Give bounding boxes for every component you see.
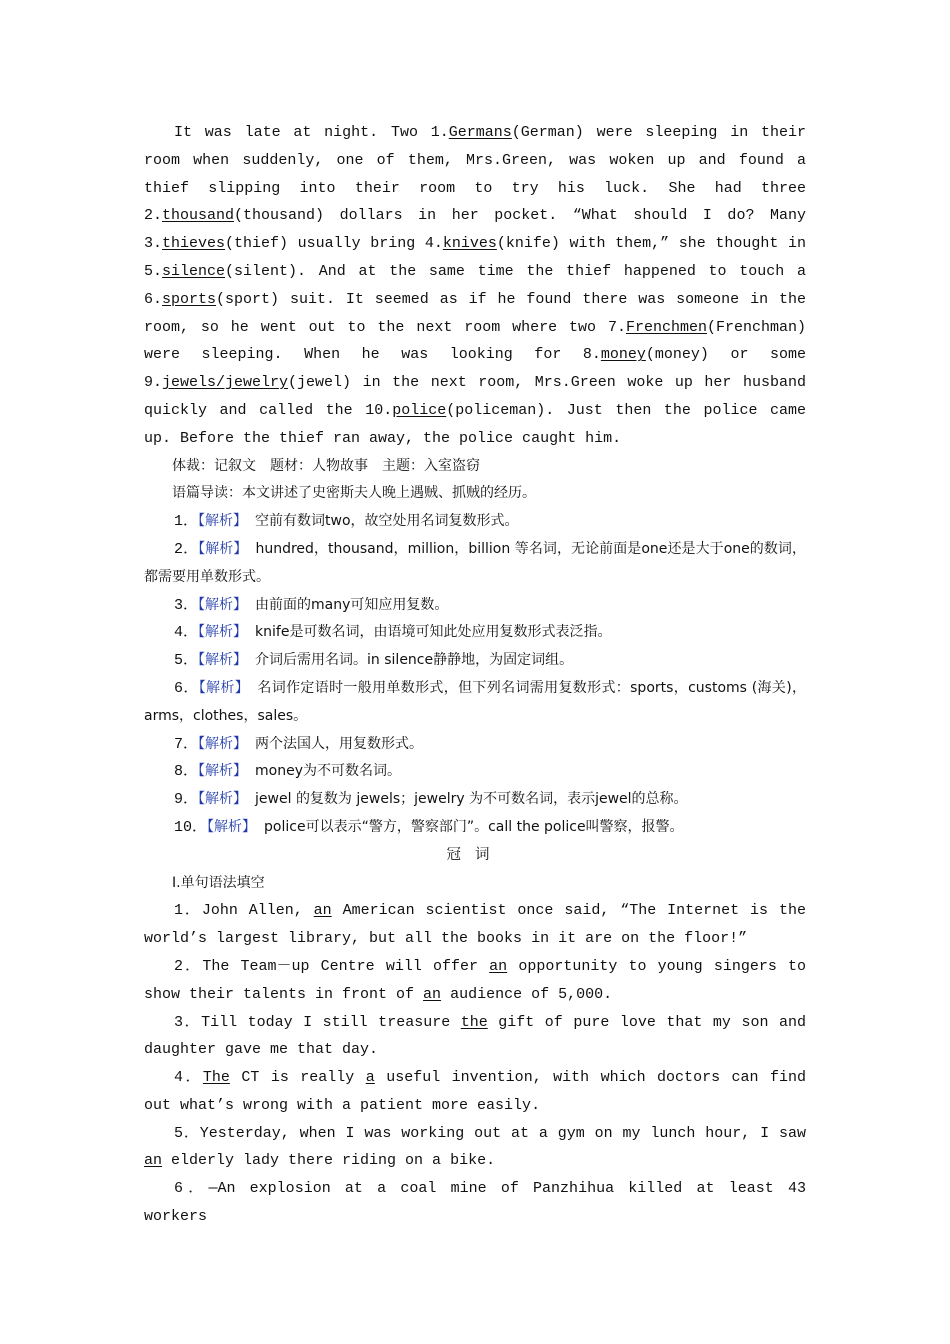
note-item: [144, 731, 806, 759]
note-text: money为不可数名词。: [255, 763, 402, 780]
section-title: 冠词: [446, 846, 504, 863]
passage-text: (Frenchman) were sleeping. When he was looking for 8.: [144, 318, 806, 364]
passage-text: (German) were sleeping in their room when suddenly, one of them, Mrs.Green, was woken up and found a thief slipping into their room to try his luck. She had three 2.: [144, 124, 806, 225]
analysis-label: 【解析】: [198, 596, 241, 613]
note-number: 7．: [174, 735, 199, 753]
answer-2: thousand: [162, 207, 235, 225]
question-text: American scientist once said, “The Internet is the world’s largest library, but all the books in it are on the floor!”: [144, 902, 806, 948]
note-item: [144, 536, 806, 592]
note-text: hundred，thousand，million，billion 等名词，无论前面是one还是大于one的数词，都需要用单数形式。: [144, 540, 806, 585]
question-text: The Team－up Centre will offer: [202, 957, 490, 975]
question-text: opportunity to young singers to show their talents in front of: [144, 957, 806, 1003]
analysis-label: 【解析】: [198, 513, 241, 530]
note-text: 两个法国人，用复数形式。: [255, 735, 424, 752]
answer-8: money: [600, 346, 646, 364]
answer-7: Frenchmen: [625, 318, 707, 336]
answer-6: sports: [162, 290, 217, 308]
passage-text: (sport) suit. It seemed as if he found there was someone in the room, so he went out to the next room where two 7.: [144, 290, 806, 336]
reading-guide: 语篇导读：本文讲述了史密斯夫人晚上遇贼、抓贼的经历。: [172, 485, 536, 502]
question-answer: a: [365, 1069, 375, 1087]
question-text: audience of 5,000.: [441, 985, 613, 1003]
passage-text: (silent). And at the same time the thief happened to touch a 6.: [144, 262, 806, 308]
question-item: [144, 1064, 806, 1120]
question-text: useful invention, with which doctors can find out what’s wrong with a patient more easily.: [144, 1069, 806, 1114]
passage-text: (thousand) dollars in her pocket. “What should I do? Many 3.: [144, 207, 806, 253]
question-number: 3．: [174, 1013, 202, 1031]
answer-1: Germans: [448, 124, 512, 141]
answer-10: police: [392, 401, 447, 419]
question-text: gift of pure love that my son and daughter gave me that day.: [144, 1013, 806, 1059]
question-item: [144, 953, 806, 1009]
question-answer: The: [202, 1069, 230, 1087]
question-number: 1．: [174, 902, 202, 920]
note-number: 1．: [174, 513, 199, 531]
answer-5: silence: [162, 262, 226, 280]
note-item: [144, 647, 806, 675]
part-title: Ⅰ.单句语法填空: [172, 874, 265, 891]
passage-text: (thief) usually bring 4.: [225, 235, 443, 253]
analysis-label: 【解析】: [198, 540, 241, 557]
questions-list: [144, 897, 806, 1231]
note-number: 10．: [174, 818, 208, 836]
answer-9: jewels/jewelry: [162, 374, 289, 392]
note-number: 9．: [174, 791, 199, 809]
note-text: 空前有数词two，故空处用名词复数形式。: [255, 513, 519, 530]
question-item: [144, 1175, 806, 1231]
analysis-label: 【解析】: [198, 763, 241, 780]
note-item: [144, 758, 806, 786]
analysis-label: 【解析】: [207, 818, 250, 835]
note-item: [144, 675, 806, 731]
question-text: John Allen,: [201, 902, 314, 920]
note-text: police可以表示“警方，警察部门”。call the police叫警察，报警。: [264, 818, 684, 835]
passage-text: (money) or some 9.: [144, 346, 806, 392]
question-text: —An explosion at a coal mine of Panzhihua killed at least 43 workers: [144, 1180, 806, 1226]
question-answer: an: [313, 902, 332, 920]
genre-line: 体裁：记叙文 题材：人物故事 主题：入室盗窃: [172, 457, 480, 474]
note-item: [144, 814, 806, 842]
question-number: 4．: [174, 1069, 203, 1087]
question-answer: the: [460, 1013, 488, 1031]
question-item: [144, 897, 806, 953]
analysis-label: 【解析】: [198, 679, 243, 696]
passage-text: (policeman). Just then the police came up. Before the thief ran away, the police caught him.: [144, 401, 806, 447]
question-answer: an: [489, 957, 508, 975]
question-item: [144, 1009, 806, 1065]
question-text: CT is really: [229, 1069, 366, 1087]
analysis-label: 【解析】: [198, 735, 241, 752]
note-item: [144, 508, 806, 536]
question-text: elderly lady there riding on a bike.: [162, 1152, 496, 1170]
question-item: [144, 1120, 806, 1176]
question-number: 5．: [174, 1124, 200, 1142]
note-item: [144, 619, 806, 647]
note-text: jewel 的复数为 jewels；jewelry 为不可数名词，表示jewel的总称。: [255, 791, 688, 808]
analysis-label: 【解析】: [198, 791, 241, 808]
note-text: knife是可数名词，由语境可知此处应用复数形式表泛指。: [255, 624, 612, 641]
passage-text: It was late at night. Two 1.: [174, 124, 449, 141]
note-item: [144, 592, 806, 620]
analysis-label: 【解析】: [198, 624, 241, 641]
question-text: Yesterday, when I was working out at a gym on my lunch hour, I saw: [199, 1124, 806, 1142]
analysis-label: 【解析】: [198, 652, 241, 669]
note-number: 4．: [174, 624, 199, 642]
answer-3: thieves: [162, 235, 226, 253]
note-number: 5．: [174, 652, 199, 670]
passage-text: (jewel) in the next room, Mrs.Green woke up her husband quickly and called the 10.: [144, 374, 806, 419]
note-number: 3．: [174, 596, 199, 614]
notes-list: [144, 508, 806, 842]
note-number: 2．: [174, 540, 199, 558]
note-item: [144, 786, 806, 814]
note-number: 6．: [174, 679, 199, 697]
note-number: 8．: [174, 763, 199, 781]
passage-text: (knife) with them,” she thought in 5.: [144, 235, 806, 280]
question-answer: an: [144, 1152, 163, 1170]
question-number: 2．: [174, 957, 203, 975]
passage-paragraph: [144, 119, 806, 453]
note-text: 名词作定语时一般用单数形式，但下列名词需用复数形式：sports，customs (海关)，arms，clothes，sales。: [144, 679, 806, 724]
note-text: 介词后需用名词。in silence静静地，为固定词组。: [255, 652, 574, 669]
question-number: 6．: [174, 1180, 209, 1198]
document-page: [144, 119, 806, 1231]
note-text: 由前面的many可知应用复数。: [255, 596, 449, 613]
question-answer: an: [423, 985, 442, 1003]
answer-4: knives: [442, 235, 497, 253]
question-text: Till today I still treasure: [201, 1013, 461, 1031]
